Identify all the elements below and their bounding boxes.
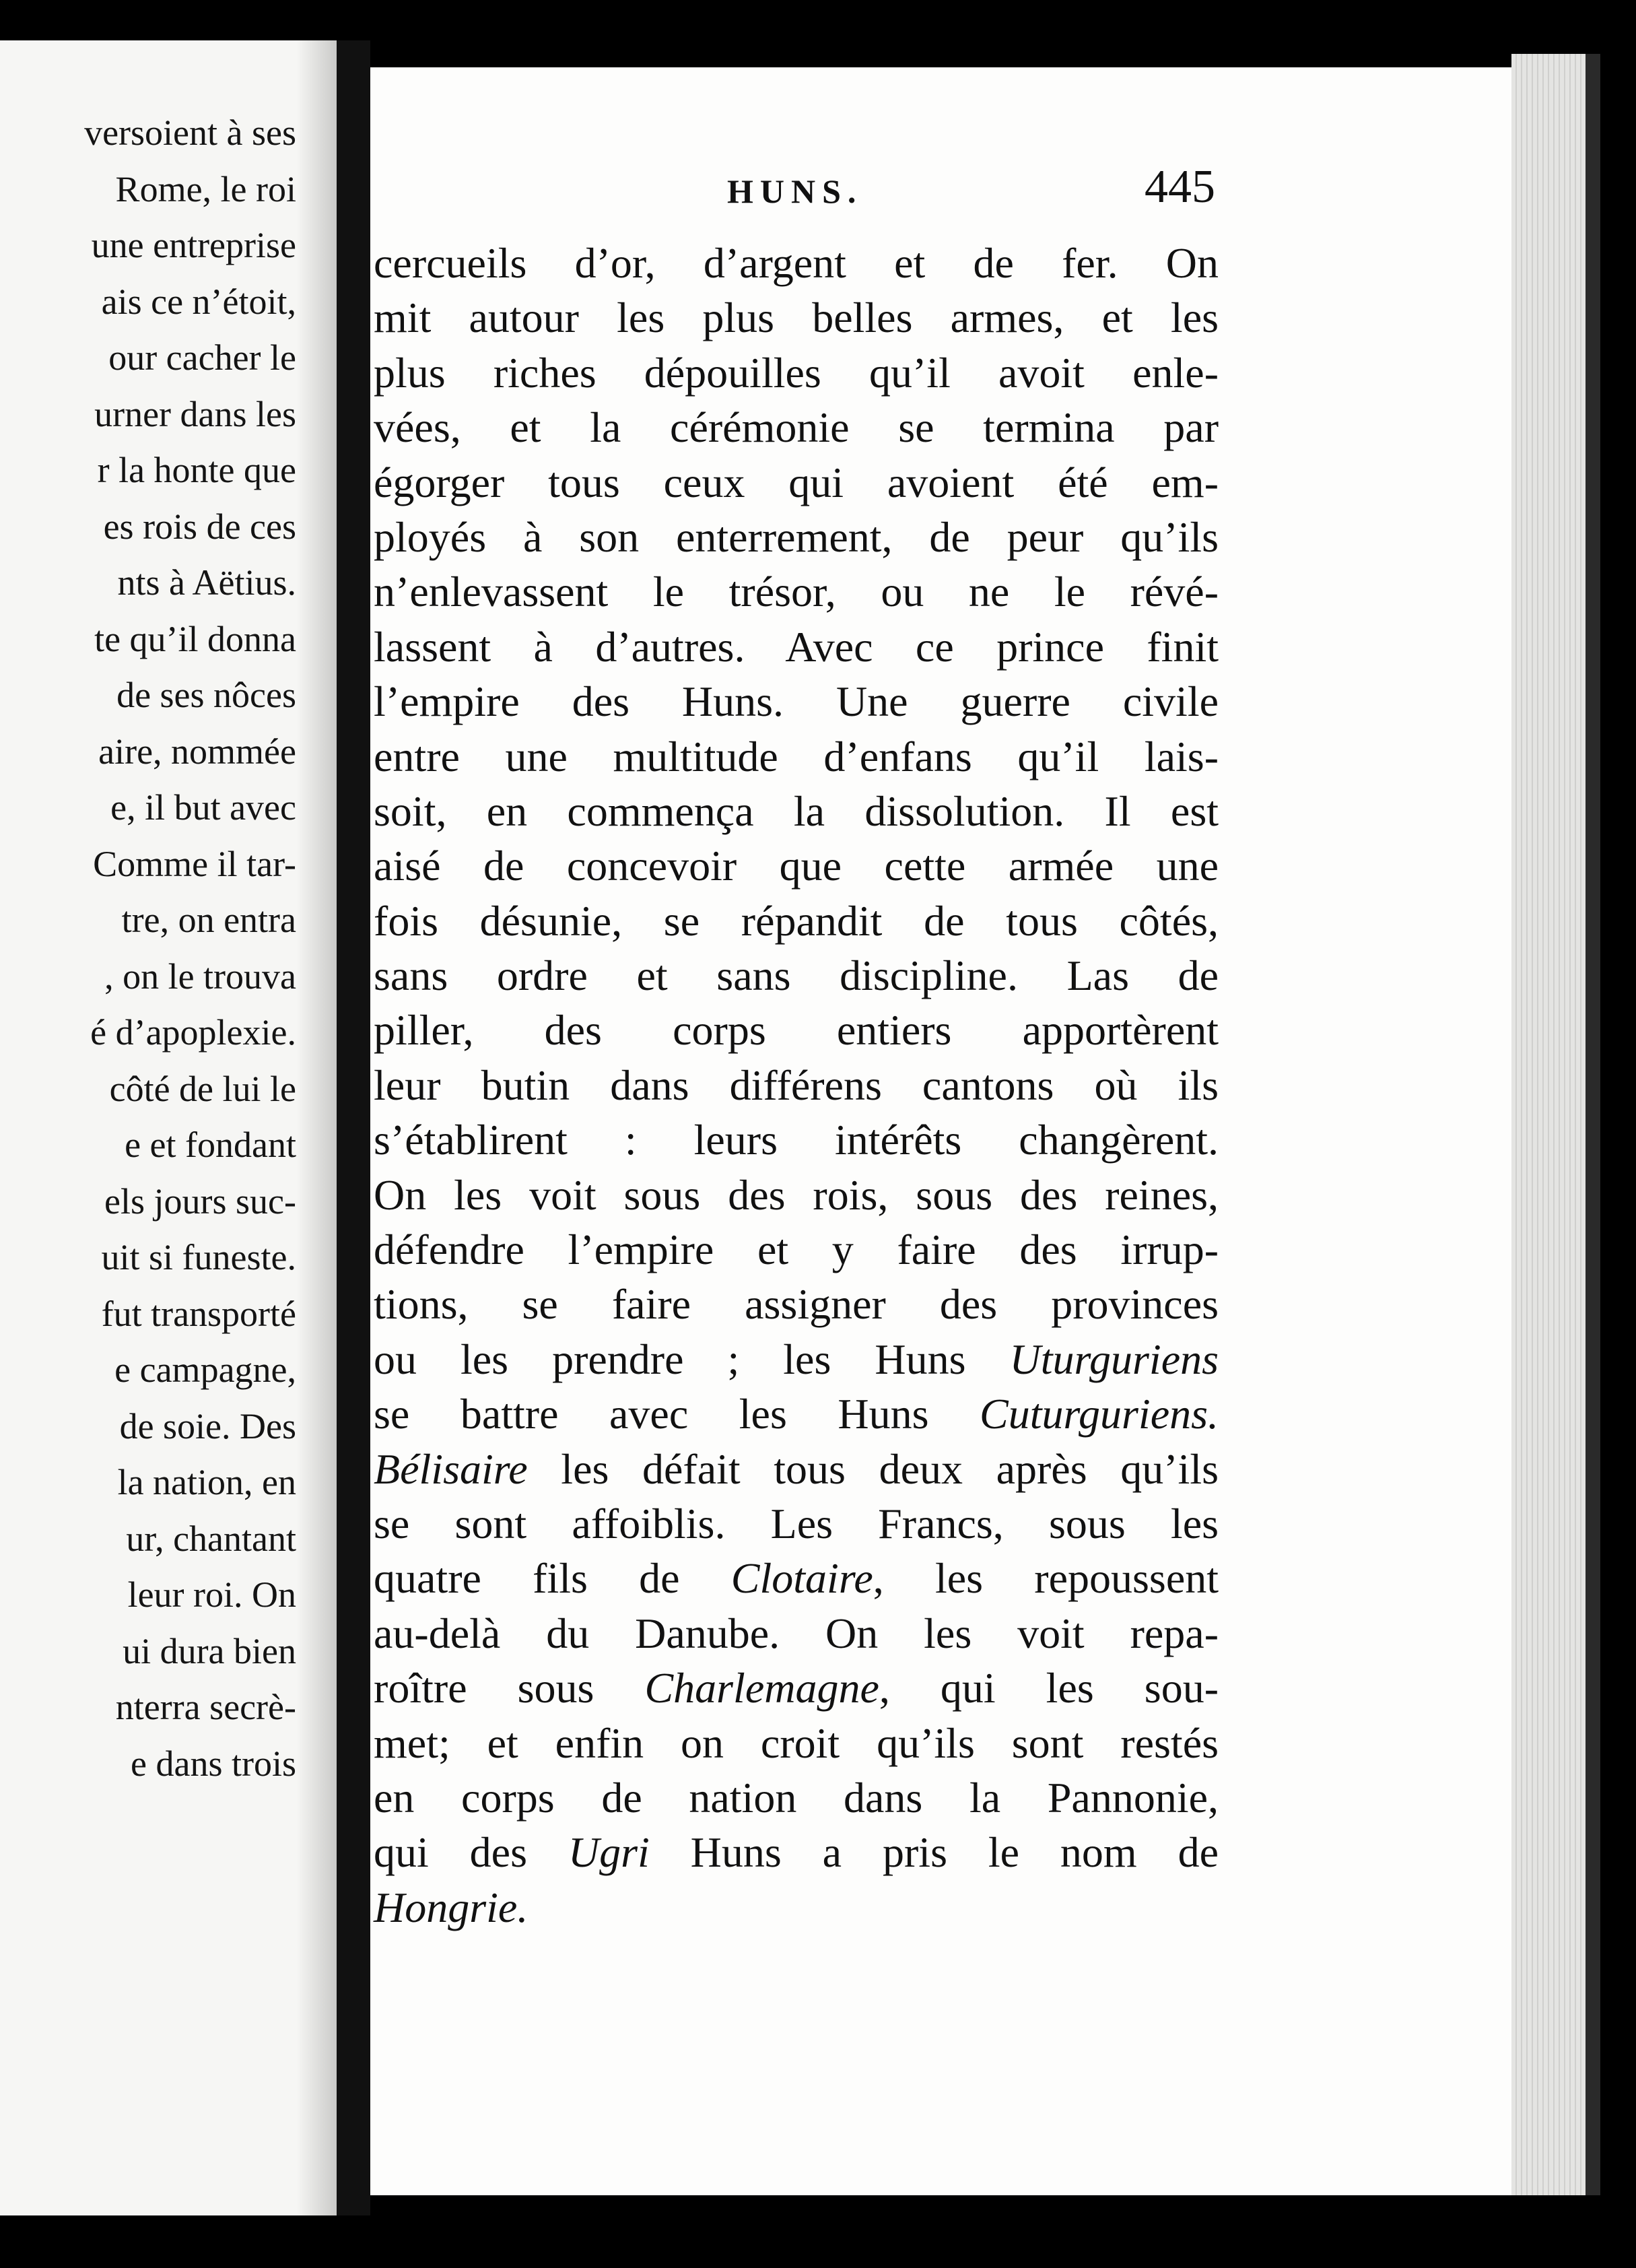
- text-run: ou les prendre ; les Huns: [374, 1335, 1010, 1383]
- text-run: en corps de nation dans la Pannonie,: [374, 1773, 1219, 1822]
- left-text-line: e campagne,: [114, 1349, 296, 1390]
- left-text-line: e, il but avec: [110, 787, 296, 828]
- left-text-line: versoient à ses: [84, 112, 296, 153]
- left-text-line: r la honte que: [97, 450, 296, 490]
- left-text-line: de soie. Des: [119, 1405, 296, 1446]
- text-run: n’enlevassent le trésor, ou ne le révé-: [374, 568, 1219, 616]
- text-run: soit, en commença la dissolution. Il est: [374, 787, 1219, 835]
- text-line: [374, 1168, 1219, 1222]
- text-line: [374, 1716, 1219, 1770]
- left-text-line: leur roi. On: [127, 1574, 296, 1615]
- book-edge-shadow: [1586, 54, 1600, 2195]
- text-run: , les repoussent: [873, 1554, 1219, 1603]
- text-line: [374, 674, 1219, 729]
- text-run: qui des: [374, 1828, 568, 1877]
- left-text-line: aire, nommée: [98, 731, 296, 772]
- text-line: [374, 1387, 1219, 1441]
- left-text-line: te qu’il donna: [94, 618, 296, 659]
- text-run: sans ordre et sans discipline. Las de: [374, 952, 1219, 1000]
- text-line: [374, 784, 1219, 838]
- text-run: ployés à son enterrement, de peur qu’ils: [374, 512, 1219, 561]
- left-text-line: , on le trouva: [104, 956, 296, 997]
- italic-text: Bélisaire: [374, 1444, 528, 1493]
- text-run: fois désunie, se répandit de tous côtés,: [374, 896, 1219, 945]
- italic-text: Cuturguriens.: [980, 1390, 1219, 1438]
- page-number: 445: [1145, 161, 1215, 213]
- text-line: [374, 400, 1219, 455]
- page-edges: [1511, 54, 1586, 2195]
- left-text-line: nterra secrè-: [115, 1687, 296, 1727]
- left-text-line: uit si funeste.: [101, 1237, 296, 1277]
- italic-text: Uturguriens: [1009, 1335, 1219, 1383]
- text-line: [374, 1606, 1219, 1661]
- text-line: [374, 455, 1219, 510]
- text-line: [374, 1003, 1219, 1057]
- left-text-line: Comme il tar-: [93, 843, 296, 884]
- text-run: cercueils d’or, d’argent et de fer. On: [374, 239, 1219, 287]
- text-run: plus riches dépouilles qu’il avoit enle-: [374, 348, 1219, 397]
- left-text-line: ui dura bien: [123, 1630, 296, 1671]
- text-run: On les voit sous des rois, sous des reines,: [374, 1170, 1219, 1219]
- left-text-line: els jours suc-: [104, 1180, 296, 1222]
- left-text-line: es rois de ces: [103, 506, 296, 547]
- running-head: HUNS.: [727, 172, 863, 210]
- text-run: lassent à d’autres. Avec ce prince finit: [374, 622, 1219, 671]
- left-text-line: e dans trois: [131, 1743, 296, 1784]
- left-text-line: tre, on entra: [121, 900, 296, 940]
- text-run: Huns a pris le nom de: [649, 1828, 1219, 1877]
- italic-text: Hongrie.: [374, 1883, 529, 1931]
- text-line: [374, 894, 1219, 948]
- text-run: aisé de concevoir que cette armée une: [374, 842, 1219, 890]
- left-text-line: é d’apoplexie.: [90, 1012, 296, 1053]
- text-line: [374, 236, 1219, 290]
- text-run: met; et enfin on croit qu’ils sont restés: [374, 1719, 1219, 1767]
- left-text-line: urner dans les: [94, 393, 296, 434]
- text-line: [374, 1058, 1219, 1112]
- left-text-line: côté de lui le: [109, 1068, 296, 1109]
- body-text: [374, 236, 1219, 1935]
- text-run: se sont affoiblis. Les Francs, sous les: [374, 1499, 1219, 1547]
- text-run: égorger tous ceux qui avoient été em-: [374, 458, 1219, 506]
- text-line: [374, 1880, 1219, 1935]
- text-run: roître sous: [374, 1664, 645, 1712]
- left-text-line: de ses nôces: [116, 675, 296, 715]
- italic-text: Clotaire: [730, 1554, 873, 1603]
- text-run: l’empire des Huns. Une guerre civile: [374, 677, 1219, 726]
- italic-text: Ugri: [568, 1828, 650, 1877]
- left-text-line: ur, chantant: [126, 1518, 296, 1559]
- text-line: [374, 1661, 1219, 1715]
- text-run: mit autour les plus belles armes, et les: [374, 294, 1219, 342]
- text-line: [374, 620, 1219, 674]
- text-run: leur butin dans différens cantons où ils: [374, 1061, 1219, 1109]
- left-text-line: la nation, en: [117, 1462, 296, 1502]
- text-line: [374, 838, 1219, 893]
- text-run: quatre fils de: [374, 1554, 731, 1603]
- text-line: [374, 345, 1219, 400]
- text-run: entre une multitude d’enfans qu’il lais-: [374, 732, 1219, 780]
- left-text-line: Rome, le roi: [115, 168, 296, 209]
- left-page-gutter-shadow: [296, 40, 337, 2215]
- text-run: se battre avec les Huns: [374, 1390, 980, 1438]
- text-run: piller, des corps entiers apportèrent: [374, 1006, 1219, 1055]
- text-line: [374, 1112, 1219, 1167]
- text-line: [374, 1825, 1219, 1879]
- left-text-line: nts à Aëtius.: [117, 562, 296, 603]
- text-line: [374, 1551, 1219, 1605]
- left-text-line: e et fondant: [125, 1125, 296, 1165]
- text-line: [374, 1222, 1219, 1277]
- text-run: les défait tous deux après qu’ils: [527, 1444, 1219, 1493]
- left-text-line: une entreprise: [91, 225, 296, 265]
- text-line: [374, 1496, 1219, 1551]
- text-line: [374, 1770, 1219, 1825]
- left-text-line: our cacher le: [108, 337, 296, 378]
- text-run: tions, se faire assigner des provinces: [374, 1280, 1219, 1329]
- text-line: [374, 290, 1219, 345]
- text-run: défendre l’empire et y faire des irrup-: [374, 1226, 1219, 1274]
- italic-text: Charlemagne: [644, 1664, 879, 1712]
- text-run: au-delà du Danube. On les voit repa-: [374, 1609, 1219, 1657]
- book-spine: [337, 40, 370, 2215]
- text-line: [374, 510, 1219, 564]
- text-line: [374, 1332, 1219, 1387]
- text-run: , qui les sou-: [879, 1664, 1219, 1712]
- text-line: [374, 1277, 1219, 1331]
- text-line: [374, 729, 1219, 784]
- facing-page-left: [0, 40, 339, 2215]
- left-text-line: ais ce n’étoit,: [101, 281, 296, 322]
- text-line: [374, 564, 1219, 619]
- text-line: [374, 1442, 1219, 1496]
- left-text-line: fut transporté: [101, 1293, 296, 1334]
- text-line: [374, 948, 1219, 1003]
- text-run: s’établirent : leurs intérêts changèrent.: [374, 1116, 1219, 1164]
- text-run: vées, et la cérémonie se termina par: [374, 403, 1219, 452]
